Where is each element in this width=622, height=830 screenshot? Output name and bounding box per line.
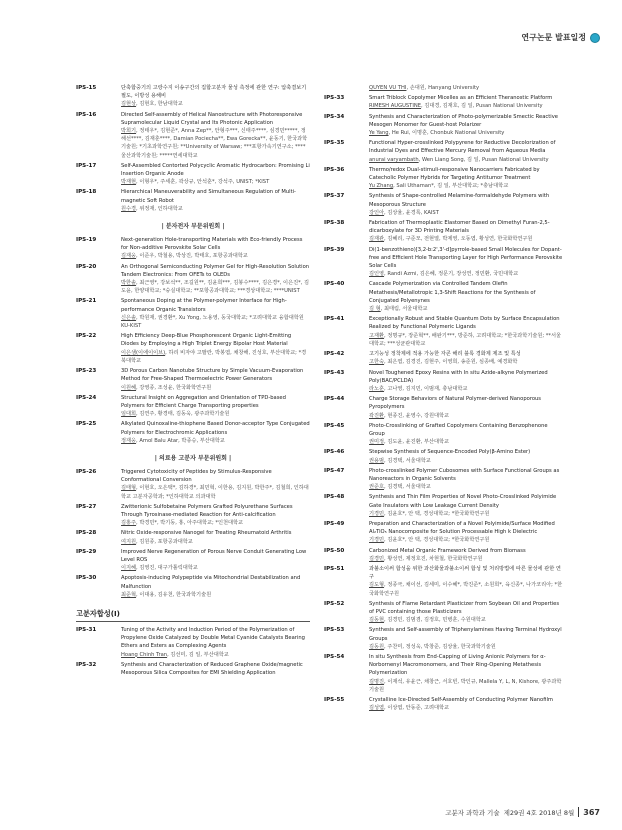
schedule-entry <box>324 192 564 217</box>
entry-code: IPS-55 <box>324 697 345 704</box>
entry-authors: 원수경, 위정재, 인하대학교 <box>121 205 183 212</box>
section-heading-molecular-electronics: | 분자전자 부문위원회 | <box>161 223 225 231</box>
entry-title: Charge Storage Behaviors of Natural Polymer-derived Nanoporous Pyropolymers <box>369 396 542 411</box>
first-author: 권용범 <box>369 457 385 464</box>
entry-title: Synthesis and Characterization of Photo-polymerizable Smectic Reactive Mesogen Monomer for Guest-host Polarizer <box>369 113 558 128</box>
entry-code: IPS-30 <box>76 575 97 582</box>
entry-code: IPS-23 <box>76 368 97 375</box>
entry-authors: 곽진환, 현종진, 윤영수, 강원대학교 <box>369 412 450 419</box>
entry-authors: 이원혜, 강영종, 조성윤, 한국화학연구원 <box>121 384 212 391</box>
schedule-entry <box>76 626 310 659</box>
schedule-entry <box>76 529 310 545</box>
first-author: Yu Zhang <box>369 183 394 190</box>
schedule-entry <box>76 503 310 528</box>
schedule-entry <box>324 467 564 492</box>
entry-code: IPS-21 <box>76 298 97 305</box>
entry-authors: 김현상, 김현호, 한남대학교 <box>121 101 183 108</box>
right-column <box>324 84 564 714</box>
schedule-entry <box>324 139 564 164</box>
entry-title: Photo-Crosslinking of Grafted Copolymers Containing Benzophenone Group <box>369 422 548 437</box>
schedule-entry <box>324 626 564 651</box>
schedule-entry <box>76 162 310 187</box>
entry-body <box>121 332 310 365</box>
entry-body <box>369 192 564 217</box>
entry-code: IPS-42 <box>324 351 345 358</box>
schedule-entry <box>324 600 564 625</box>
entry-body <box>369 315 564 348</box>
entry-title: Cascade Polymerization via Controlled Tandem Olefin Metathesis/Metallotropic 1,3-Shift Reactions for the Synthesis of Conjugated Polyenynes <box>369 281 536 304</box>
first-author: 여지원 <box>121 538 137 545</box>
entry-code: IPS-46 <box>324 449 345 456</box>
schedule-entry <box>324 369 564 394</box>
entry-code: IPS-19 <box>76 237 97 244</box>
schedule-entry <box>324 219 564 244</box>
entry-code: IPS-36 <box>324 166 345 173</box>
schedule-entry <box>324 493 564 518</box>
first-author: 기경민 <box>369 537 385 544</box>
schedule-entry <box>76 468 310 501</box>
entry-code: IPS-18 <box>76 189 97 196</box>
entry-title: High Efficiency Deep-Blue Phosphorescent Organic Light-Emitting Diodes by Employing a High Triplet Energy Bipolar Host Material <box>121 333 292 348</box>
first-author: 김재관 <box>369 236 385 243</box>
entry-title: Synthesis and Thin Film Properties of Novel Photo-Crosslinked Polyimide Gate Insulators with Low Leakage Current Density <box>369 494 557 509</box>
entry-title: Functional Hyper-crosslinked Polypyrene for Reductive Decolorization of Industrial Dyes and Effective Mercury Removal from Aqueous Media <box>369 140 556 155</box>
entry-authors: 최준혁, 이대용, 김유천, 한국과학기술원 <box>121 591 212 598</box>
entry-code: IPS-24 <box>76 394 97 401</box>
entry-code: IPS-39 <box>324 246 345 253</box>
first-author: 고한숙 <box>369 359 385 366</box>
schedule-entry <box>324 246 564 279</box>
entry-title: Hierarchical Maneuverability and Simultaneous Regulation of Multi-magnetic Soft Robot <box>121 189 296 204</box>
entry-body <box>369 84 564 92</box>
first-author: 김홍주 <box>121 520 137 527</box>
entry-code: IPS-38 <box>324 220 345 227</box>
entry-authors: 이은샘(이에이이브), 하리 비자야 고팔란, 박봉엽, 채창해, 진성호, 부산대학교; *경북대학교 <box>121 349 307 364</box>
schedule-entry <box>324 565 564 598</box>
entry-body <box>121 297 310 330</box>
first-author: 강인아 <box>369 209 385 216</box>
schedule-entry <box>324 350 564 366</box>
entry-body <box>369 467 564 492</box>
entry-body <box>369 493 564 518</box>
entry-title: Smart Triblock Copolymer Micelles as an Efficient Theranostic Platform <box>369 95 553 102</box>
entry-authors: anurai varyambath, Wen Liang Song, 김 일, Pusan National University <box>369 156 549 163</box>
entry-authors: 신은솔, 박원재, 권경환*, Xu Yong, 노용영, 동국대학교; *고려대학교 융합대학원 KU-KIST <box>121 314 304 330</box>
entry-body <box>121 529 310 545</box>
entry-code: IPS-29 <box>76 548 97 555</box>
entry-body <box>369 520 564 545</box>
entry-body <box>121 263 310 296</box>
entry-title: 고기능성 정착제에 적용 가능한 자콘 해리 블록 경화제 제조 및 특성 <box>369 351 521 358</box>
entry-code: IPS-28 <box>76 530 97 537</box>
entry-code: IPS-25 <box>76 421 97 428</box>
entry-authors: 김명진, 이재석, 유윤근, 채창근, 서호빈, 박인규, Mallela Y, L, N, Kishore, 광주과학기술원 <box>369 678 562 693</box>
entry-body <box>121 236 310 261</box>
entry-authors: 김홍주, 박경민*, 박기동, 홍, 아주대학교; *인천대학교 <box>121 520 244 527</box>
entry-code: IPS-48 <box>324 494 345 501</box>
footer-journal: 고분자 과학과 기술 <box>445 808 500 817</box>
first-author: 이지혜 <box>121 565 137 572</box>
left-column <box>76 84 310 679</box>
entry-authors: 김동현, 김경민, 김범겸, 김정호, 민병훈, 수원대학교 <box>369 617 486 624</box>
entry-title: Zwitterionic Sulfobetaine Polymers Grafted Polyurethane Surfaces Through Tyrosinase-mediated Reaction for Anti-calcification <box>121 503 293 518</box>
footer-divider <box>578 807 579 817</box>
entry-title: 3D Porous Carbon Nanotube Structure by Simple Vacuum-Evaporation Method for Free-Shaped Thermoelectric Power Generators <box>121 368 304 383</box>
first-author: 기경민 <box>369 510 385 517</box>
entry-title: Thermo/redox Dual-stimuli-responsive Nanocarriers Fabricated by Catecholic Polymer Hybrids for Targeting Antitumor Treatment <box>369 166 540 182</box>
entry-body <box>369 696 564 712</box>
entry-code: IPS-37 <box>324 193 345 200</box>
entry-body <box>121 84 310 109</box>
entry-authors: QUYEN VU THI, 손대원, Hanyang University <box>369 85 480 91</box>
schedule-entry <box>324 84 564 92</box>
entry-body <box>369 448 564 464</box>
first-author: 김현상 <box>121 101 137 108</box>
entry-authors: 여지원, 김원종, 포항공과대학교 <box>121 538 193 545</box>
entry-title: Preparation and Characterization of a Novel Polyimide/Surface Modified Al₂TiO₅ Nanocomposite for Solution Processable High k Dielectric <box>369 520 555 536</box>
entry-authors: 김도형, 정종극, 채이선, 김세미, 이수혜*, 박진준*, 소원희*, 육신종*, 나가코리아; *한국화학연구원 <box>369 582 563 597</box>
entry-authors: RIMESH AUGUSTINE, 김대경, 김재호, 김 일, Pusan National University <box>369 103 543 110</box>
entry-title: Exceptionally Robust and Stable Quantum Dots by Surface Encapsulation Realized by Functional Polymeric Ligands <box>369 316 560 331</box>
entry-title: In situ Synthesis from End-Capping of Living Anionic Polymers for α-Norbornenyl Macromonomers, and Their Ring-Opening Metathesis Polymerization <box>369 654 546 677</box>
entry-code: IPS-40 <box>324 281 345 288</box>
entry-authors: 김동원, 주찬미, 정성욱, 박창준, 김상율, 한국과학기술원 <box>369 643 496 650</box>
entry-code: IPS-44 <box>324 396 345 403</box>
entry-authors: 정재웅, Amol Balu Atar, 박종승, 부산대학교 <box>121 437 225 444</box>
entry-body <box>121 503 310 528</box>
first-author: 라노훈 <box>369 385 385 392</box>
entry-body <box>121 626 310 659</box>
first-author: 고재환 <box>369 332 385 339</box>
entry-title: Fabrication of Thermoplastic Elastomer Based on Dimethyl Furan-2,5-dicarboxylate for 3D Printing Materials <box>369 220 550 235</box>
entry-title: Apoptosis-inducing Polypeptide via Mitochondrial Destabilization and Malfunction <box>121 575 301 590</box>
entry-code: IPS-47 <box>324 467 345 474</box>
entry-code: IPS-52 <box>324 600 345 607</box>
schedule-entry <box>76 367 310 392</box>
schedule-entry <box>324 422 564 447</box>
entry-code: IPS-15 <box>76 85 97 91</box>
entry-authors: 박한솔, 최근영*, 강보석**, 조길원**, 김윤희***, 김봉수****, 김은경*, 이은진*, 김도윤, 한양대학교; *숭실대학교; **포항공과대학교; ***경상대학교; ****UNIST <box>121 280 309 295</box>
header-title: 연구논문 발표일정 <box>521 33 586 42</box>
entry-title: Carbonized Metal Organic Framework Derived from Biomass <box>369 547 526 554</box>
entry-code: IPS-26 <box>76 468 97 475</box>
first-author: 김인영 <box>369 271 385 278</box>
entry-title: Tuning of the Activity and Induction Period of the Polymerization of Propylene Oxide Catalyzed by Double Metal Cyanide Catalysts Bearing Ethers and Esters as Complexing Agents <box>121 626 305 650</box>
entry-authors: Ye Yang, He Rui, 이명훈, Chonbuk National University <box>369 130 505 137</box>
entry-body <box>369 626 564 651</box>
schedule-entry <box>324 113 564 138</box>
entry-title: Next-generation Hole-transporting Materials with Eco-friendly Process for Non-additive Perovskite Solar Cells <box>121 237 303 252</box>
entry-body <box>369 350 564 366</box>
schedule-entry <box>324 696 564 712</box>
first-author: 권준호 <box>369 484 385 491</box>
entry-title: Directed Self-assembly of Helical Nanostructure with Photoresponsive Supramolecular Liquid Crystal and Its Photonic Application <box>121 111 303 126</box>
entry-title: Di(1-benzothieno)[3,2-b:2',3'-d]pyrrole-based Small Molecules for Dopant-free and Efficient Hole Transporting Layer for High Performance Perovskite Solar Cells <box>369 246 563 270</box>
entry-code: IPS-41 <box>324 316 345 323</box>
entry-authors: 박희기, 정태우*, 김현준*, Anna Zep**, 안형주***, 신태주****, 심경민*****, 정해선****, 김재훈****, Damian Pociecha**, Ewa Gorecka**, 윤동기, 한국과학기술원; *기초과학연구원; **University of Warsaw; ***포항가속기연구소; ****울산과학기술원; *****연세대학교 <box>121 128 308 159</box>
entry-code: IPS-22 <box>76 333 97 340</box>
first-author: anurai varyambath <box>369 156 419 163</box>
schedule-entry <box>324 315 564 348</box>
first-author: 최준혁 <box>121 591 137 598</box>
entry-title: Improved Nerve Regeneration of Porous Nerve Conduit Generating Low Level ROS <box>121 548 307 563</box>
first-author: Hoang Chinh Tran <box>121 651 168 658</box>
entry-code: IPS-51 <box>324 565 345 572</box>
entry-code: IPS-20 <box>76 263 97 270</box>
schedule-entry <box>324 520 564 545</box>
entry-body <box>121 367 310 392</box>
entry-authors: 권미정, 김도윤, 윤진환, 부산대학교 <box>369 439 450 446</box>
entry-code: IPS-54 <box>324 654 345 660</box>
page-number: 367 <box>583 807 600 817</box>
entry-code: IPS-49 <box>324 520 345 527</box>
entry-title: Crystalline Ice-Directed Self-Assembly of Conducting Polymer Nanofilm <box>369 697 553 704</box>
first-author: 임대희 <box>121 411 137 418</box>
entry-body <box>369 422 564 447</box>
first-author: 김재웅 <box>121 253 137 260</box>
first-author: 김동원 <box>369 643 385 650</box>
schedule-entry <box>324 547 564 563</box>
entry-authors: 임대희, 김연주, 황경태, 김동욱, 광주과학기술원 <box>121 411 230 418</box>
schedule-entry <box>76 188 310 213</box>
entry-title: Synthesis of Flame Retardant Plasticizer from Soybean Oil and Properties of PVC containing those Plasticizers <box>369 600 560 615</box>
schedule-entry <box>76 297 310 330</box>
entry-body <box>121 661 310 677</box>
entry-code: IPS-27 <box>76 503 97 510</box>
entry-body <box>369 565 564 598</box>
first-author: 곽진환 <box>369 412 385 419</box>
schedule-entry <box>324 653 564 694</box>
first-author: RIMESH AUGUSTINE <box>369 103 422 110</box>
schedule-entry <box>324 395 564 420</box>
entry-code: IPS-53 <box>324 627 345 634</box>
block-title-polymer-synthesis: 고분자합성(I) <box>76 609 310 622</box>
entry-authors: 김재관, 김혜리, 구준모, 전현열, 박제영, 오동엽, 황성연, 한국화학연구원 <box>369 236 533 243</box>
entry-body <box>369 94 564 110</box>
entry-code: IPS-17 <box>76 162 97 169</box>
schedule-entry <box>324 280 564 313</box>
entry-code: IPS-32 <box>76 661 97 668</box>
entry-body <box>369 547 564 563</box>
entry-body <box>369 246 564 279</box>
entry-title: Self-Assembled Contorted Polycyclic Aromatic Hydrocarbon: Promising Li Insertion Organic Anode <box>121 162 310 178</box>
first-author: 정재웅 <box>121 437 137 444</box>
entry-title: An Orthogonal Semiconducting Polymer Gel for High-Resolution Solution Tandem Electronics: From OFETs to OLEDs <box>121 263 310 278</box>
entry-body <box>121 188 310 213</box>
first-author: 신은솔 <box>121 314 137 321</box>
schedule-entry <box>76 84 310 109</box>
entry-authors: 기경민, 김윤호*, 안 택, 경성대학교; *한국화학연구원 <box>369 537 490 544</box>
entry-authors: 김인영, Randi Azmi, 김은혜, 정문기, 장성연, 정민환, 국민대학교 <box>369 271 519 278</box>
entry-body <box>369 600 564 625</box>
entry-authors: 권용범, 김경택, 서울대학교 <box>369 457 431 464</box>
schedule-entry <box>324 448 564 464</box>
schedule-entry <box>76 263 310 296</box>
entry-authors: 김재웅, 이준우, 박철용, 박상진, 박태호, 포항공과대학교 <box>121 253 248 260</box>
entry-code: IPS-45 <box>324 422 345 429</box>
schedule-entry <box>76 661 310 677</box>
entry-title: Synthesis of Shape-controlled Melamine-formaldehyde Polymers with Mesoporous Structure <box>369 193 550 208</box>
entry-title: Nitric Oxide-responsive Nanogel for Treating Rheumatoid Arthritis <box>121 530 292 537</box>
first-author: 박희기 <box>121 128 137 135</box>
entry-authors: 라노훈, 고나영, 김지민, 이범재, 충남대학교 <box>369 385 468 392</box>
entry-authors: 김태형, 이현호, 오은택*, 김하경*, 최민혁, 이한용, 김지원, 박한주*, 김철희, 인하대학교 고분자공학과; *인하대학교 의과대학 <box>121 485 309 500</box>
schedule-entry <box>76 394 310 419</box>
entry-body <box>121 162 310 187</box>
first-author: 원수경 <box>121 205 137 212</box>
schedule-entry <box>76 111 310 160</box>
entry-body <box>369 369 564 394</box>
first-author: 김동현 <box>369 617 385 624</box>
entry-authors: Yu Zhang, Sali Uthaman*, 김 일, 부산대학교; *충남대학교 <box>369 183 509 190</box>
entry-title: 단축합중기의 고랑수지 이송구간의 집합고분자 물성 측정에 관한 연구: 압축결보기 필도, 이방성 용해비 <box>121 85 307 100</box>
entry-code: IPS-34 <box>324 113 345 120</box>
entry-body <box>369 113 564 138</box>
entry-code: IPS-31 <box>76 626 97 633</box>
page-header <box>521 32 600 43</box>
entry-code: IPS-35 <box>324 140 345 147</box>
schedule-entry <box>324 166 564 191</box>
entry-body <box>121 394 310 419</box>
page-footer <box>445 807 600 817</box>
section-heading-medical-polymers: | 의료용 고분자 부문위원회 | <box>154 454 232 462</box>
entry-authors: 이지혜, 김영진, 대구가톨릭대학교 <box>121 565 198 572</box>
first-author: Ye Yang <box>369 130 389 137</box>
entry-authors: 강인아, 김상율, 윤경록, KAIST <box>369 209 439 216</box>
entry-authors: 김경민, 황성연, 제정호진, 차현철, 한국화학연구원 <box>369 555 483 562</box>
entry-authors: 박재현, 이형우*, 주세훈, 곽상규, 안석훈*, 강석주, UNIST; *KIST <box>121 179 270 186</box>
schedule-entry <box>76 420 310 445</box>
first-author: 김 형 <box>369 306 381 313</box>
entry-body <box>121 548 310 573</box>
entry-title: 과불소이써 합성을 위한 과산화물과불소이써 합성 및 처리방법에 따른 물성에 관한 연구 <box>369 565 561 581</box>
schedule-entry <box>76 236 310 261</box>
first-author: 박한솔 <box>121 280 137 287</box>
entry-body <box>121 420 310 445</box>
entry-body <box>121 468 310 501</box>
entry-title: Triggered Cytotoxicity of Peptides by Stimulus-Responsive Conformational Conversion <box>121 468 272 484</box>
first-author: 권미정 <box>369 439 385 446</box>
entry-authors: 김성엽, 이상엽, 안동준, 고려대학교 <box>369 705 450 712</box>
circle-icon <box>590 33 600 43</box>
schedule-entry <box>76 548 310 573</box>
entry-authors: Hoang Chinh Tran, 김선미, 김 일, 부산대학교 <box>121 651 229 658</box>
entry-body <box>369 219 564 244</box>
footer-issue: 제29권 4호 2018년 8월 <box>503 808 575 817</box>
first-author: 김경민 <box>369 555 385 562</box>
schedule-entry <box>324 94 564 110</box>
entry-code: IPS-33 <box>324 95 345 102</box>
entry-code: IPS-43 <box>324 369 345 376</box>
schedule-entry <box>76 332 310 365</box>
first-author: 김도형 <box>369 582 385 589</box>
entry-title: Spontaneous Doping at the Polymer-polymer Interface for High-performance Organic Transistors <box>121 298 287 313</box>
entry-authors: 고재환, 정명규*, 장준혁**, 배완기***, 방준하, 고려대학교; *한국과학기술원; **서울대학교; ***성균관대학교 <box>369 332 561 347</box>
first-author: QUYEN VU THI <box>369 85 407 91</box>
entry-title: Stepwise Synthesis of Sequence-Encoded Poly(β-Amino Ester) <box>369 449 531 456</box>
schedule-entry <box>76 574 310 599</box>
entry-body <box>369 653 564 694</box>
entry-authors: 기경민, 김윤호*, 안 택, 경성대학교; *한국화학연구원 <box>369 510 490 517</box>
entry-title: Photo-crosslinked Polymer Cubosomes with Surface Functional Groups as Nanoreactors in Organic Solvents <box>369 467 560 482</box>
first-author: 박재현 <box>121 179 137 186</box>
entry-body <box>121 574 310 599</box>
entry-code: IPS-16 <box>76 111 97 118</box>
entry-title: Structural Insight on Aggregation and Orientation of TPD-based Polymers for Efficient Charge Transporting properties <box>121 394 286 409</box>
entry-body <box>369 166 564 191</box>
entry-authors: 고한숙, 최은엽, 김경진, 김현주, 이영희, 송준원, 심종배, 예경화학 <box>369 359 518 366</box>
entry-body <box>369 139 564 164</box>
entry-title: Synthesis and Self-assembly of Triphenylamines Having Terminal Hydroxyl Groups <box>369 627 562 642</box>
first-author: 김성엽 <box>369 705 385 712</box>
entry-title: Synthesis and Characterization of Reduced Graphene Oxide/magnetic Mesoporous Silica Composites for EMI Shielding Application <box>121 661 303 676</box>
first-author: 이원혜 <box>121 384 137 391</box>
first-author: 이은샘(이에이이브) <box>121 349 166 356</box>
entry-title: Alkylated Quinoxaline-thiophene Based Donor-acceptor Type Conjugated Polymers for Electrochromic Applications <box>121 421 310 436</box>
entry-authors: 김 형, 최태림, 서울대학교 <box>369 306 428 313</box>
entry-authors: 권준호, 김경택, 서울대학교 <box>369 484 431 491</box>
entry-code: IPS-50 <box>324 547 345 554</box>
entry-body <box>121 111 310 160</box>
entry-title: Novel Toughened Epoxy Resins with In situ Azide-alkyne Polymerized Poly(BAC/PCLDA) <box>369 369 548 384</box>
first-author: 김명진 <box>369 678 385 685</box>
entry-body <box>369 395 564 420</box>
first-author: 김태형 <box>121 485 137 492</box>
entry-body <box>369 280 564 313</box>
